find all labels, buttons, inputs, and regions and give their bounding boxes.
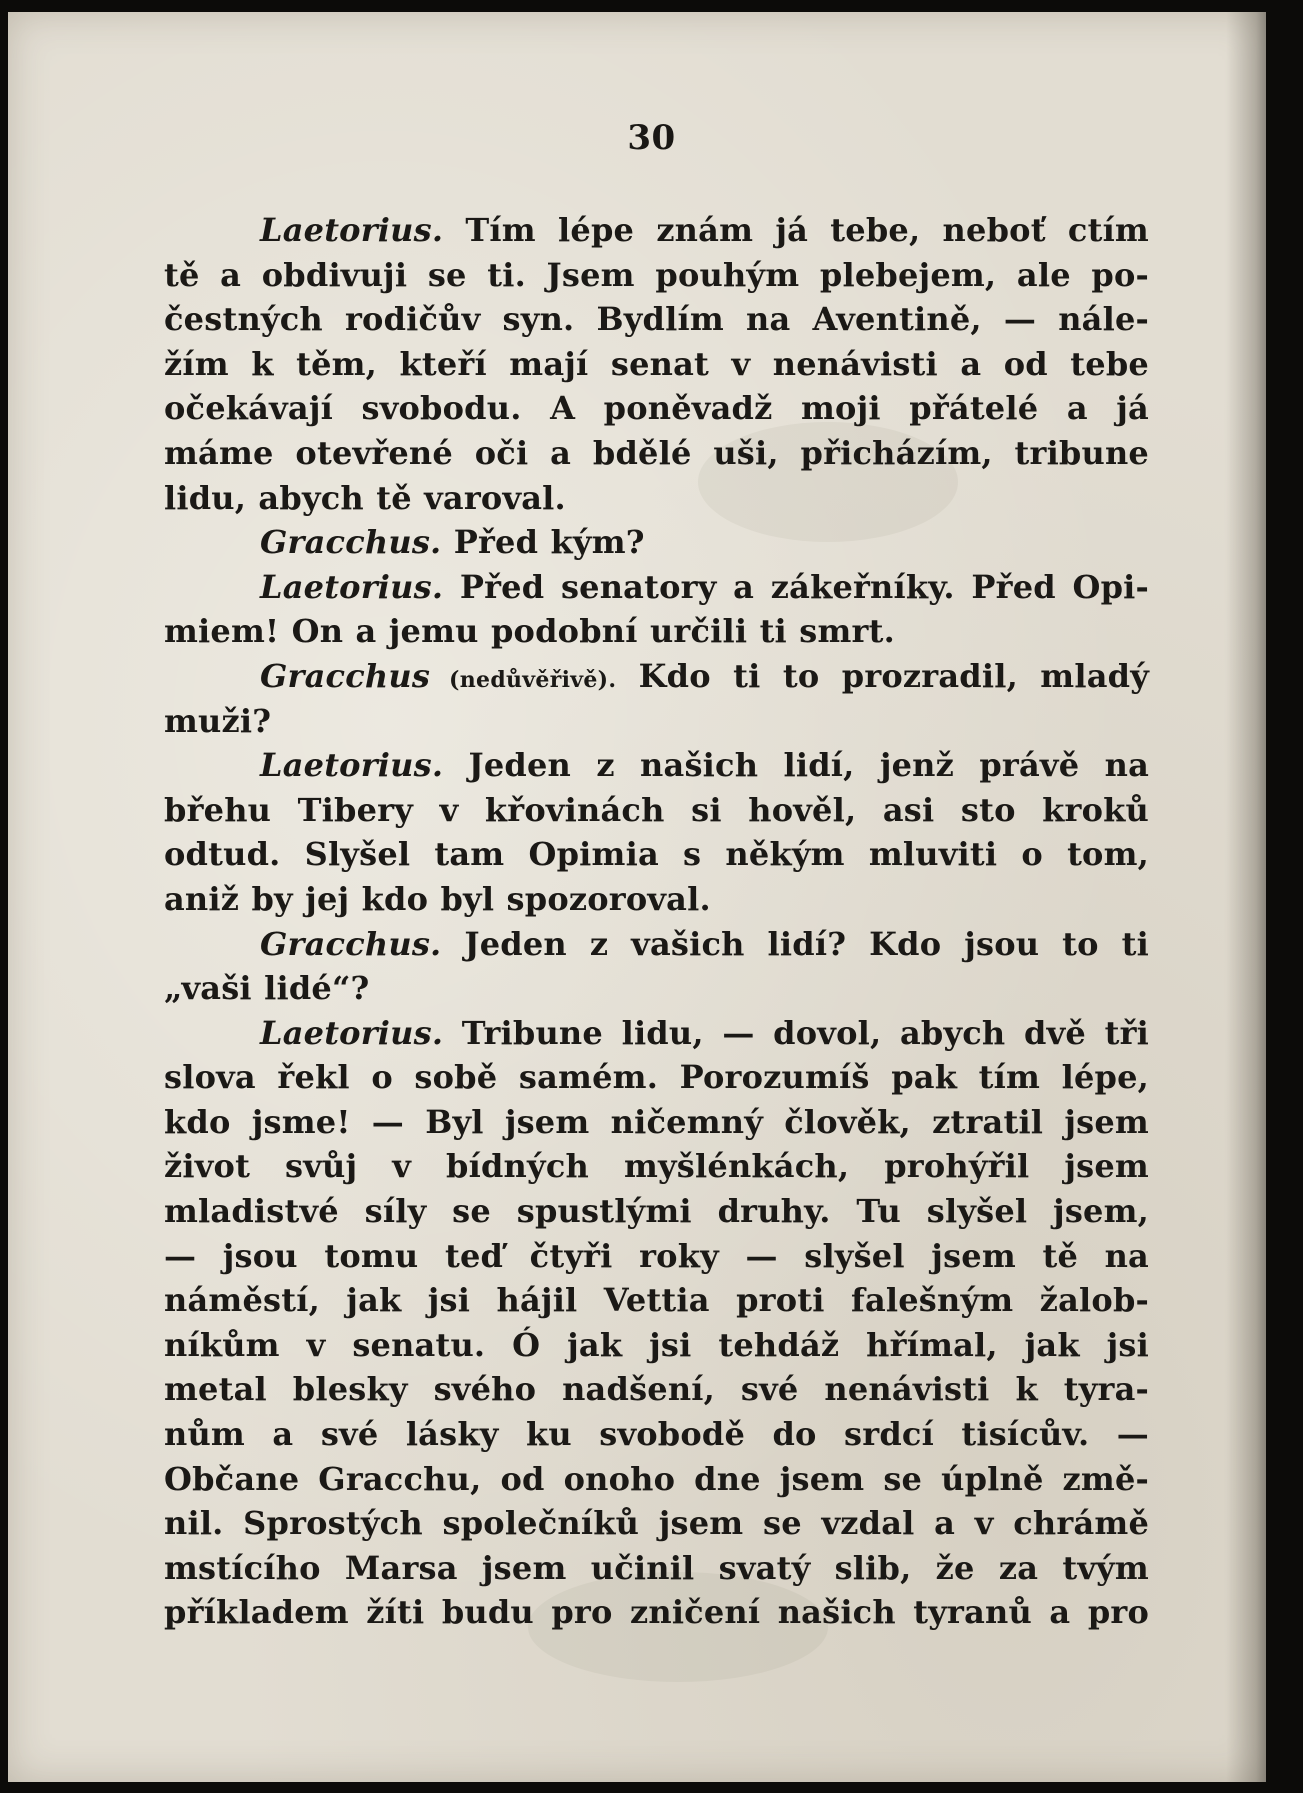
text-line bbox=[164, 431, 1149, 476]
line-text: žím k těm, kteří mají senat v nenávisti a od tebe bbox=[164, 344, 1149, 383]
text-line bbox=[164, 1278, 1149, 1323]
text-line bbox=[164, 1367, 1149, 1412]
text-line bbox=[164, 476, 1149, 521]
line-text: mstícího Marsa jsem učinil svatý slib, že za tvým bbox=[164, 1548, 1149, 1587]
text-line bbox=[164, 699, 1149, 744]
line-text: „vaši lidé“? bbox=[164, 969, 370, 1008]
line-text: náměstí, jak jsi hájil Vettia proti falešným žalob- bbox=[164, 1281, 1149, 1320]
text-line bbox=[164, 922, 1149, 967]
line-text: břehu Tibery v křovinách si hověl, asi sto kroků bbox=[164, 790, 1149, 829]
line-text: máme otevřené oči a bdělé uši, přicházím, tribune bbox=[164, 433, 1149, 472]
line-text: aniž by jej kdo byl spozoroval. bbox=[164, 879, 711, 918]
line-text: tě a obdivuji se ti. Jsem pouhým plebejem, ale po- bbox=[164, 255, 1149, 294]
text-line bbox=[164, 1189, 1149, 1234]
line-text: Tribune lidu, — dovol, abych dvě tři bbox=[443, 1013, 1149, 1052]
line-text: — jsou tomu teď čtyři roky — slyšel jsem tě na bbox=[164, 1236, 1149, 1275]
line-text: očekávají svobodu. A poněvadž moji přátelé a já bbox=[164, 389, 1149, 428]
speaker-name: Laetorius. bbox=[260, 567, 444, 606]
line-text: lidu, abych tě varoval. bbox=[164, 478, 566, 517]
text-line bbox=[164, 1011, 1149, 1056]
line-text: Kdo ti to prozradil, mladý bbox=[616, 656, 1150, 695]
line-text: Jeden z vašich lidí? Kdo jsou to ti bbox=[441, 924, 1149, 963]
text-line bbox=[164, 1055, 1149, 1100]
line-text: kdo jsme! — Byl jsem ničemný člověk, ztratil jsem bbox=[164, 1102, 1149, 1141]
text-line bbox=[164, 1144, 1149, 1189]
text-line bbox=[164, 1501, 1149, 1546]
speaker-name: Laetorius. bbox=[260, 746, 444, 785]
text-line bbox=[164, 743, 1149, 788]
text-line bbox=[164, 966, 1149, 1011]
text-line bbox=[164, 520, 1149, 565]
line-text: muži? bbox=[164, 701, 272, 740]
text-line bbox=[164, 386, 1149, 431]
line-text: miem! On a jemu podobní určili ti smrt. bbox=[164, 612, 895, 651]
text-line bbox=[164, 1100, 1149, 1145]
scan-border bbox=[1266, 0, 1303, 1793]
text-line bbox=[164, 253, 1149, 298]
text-line bbox=[164, 832, 1149, 877]
line-text: čestných rodičův syn. Bydlím na Aventině, — nále- bbox=[164, 300, 1149, 339]
line-text: Jeden z našich lidí, jenž právě na bbox=[443, 746, 1149, 785]
text-line bbox=[164, 1590, 1149, 1635]
text-line bbox=[164, 654, 1149, 699]
page-number: 30 bbox=[627, 118, 676, 158]
line-text: nil. Sprostých společníků jsem se vzdal a v chrámě bbox=[164, 1504, 1149, 1543]
line-text: Tím lépe znám já tebe, neboť ctím bbox=[443, 211, 1149, 249]
speaker-name: Gracchus bbox=[260, 656, 431, 695]
line-text: nům a své lásky ku svobodě do srdcí tisícův. — bbox=[164, 1415, 1149, 1454]
speaker-name: Gracchus. bbox=[260, 523, 442, 562]
text-line bbox=[164, 1457, 1149, 1502]
line-text: mladistvé síly se spustlými druhy. Tu slyšel jsem, bbox=[164, 1192, 1149, 1231]
text-line bbox=[164, 342, 1149, 387]
speaker-name: Laetorius. bbox=[260, 211, 444, 249]
stage-direction: (nedůvěřivě). bbox=[430, 666, 617, 693]
speaker-name: Laetorius. bbox=[260, 1013, 444, 1052]
line-text: Před kým? bbox=[441, 523, 645, 562]
line-text: slova řekl o sobě samém. Porozumíš pak tím lépe, bbox=[164, 1058, 1149, 1097]
line-text: níkům v senatu. Ó jak jsi tehdáž hřímal, jak jsi bbox=[164, 1325, 1149, 1364]
dialogue-text bbox=[164, 208, 1149, 1635]
text-line bbox=[164, 788, 1149, 833]
text-line bbox=[164, 565, 1149, 610]
text-line bbox=[164, 1323, 1149, 1368]
line-text: Před senatory a zákeřníky. Před Opi- bbox=[443, 567, 1149, 606]
text-line bbox=[164, 1234, 1149, 1279]
text-line bbox=[164, 1412, 1149, 1457]
text-line bbox=[164, 1546, 1149, 1591]
line-text: příkladem žíti budu pro zničení našich tyranů a pro bbox=[164, 1593, 1149, 1632]
text-line bbox=[164, 208, 1149, 253]
line-text: Občane Gracchu, od onoho dne jsem se úplně změ- bbox=[164, 1459, 1149, 1498]
line-text: metal blesky svého nadšení, své nenávisti k tyra- bbox=[164, 1370, 1149, 1409]
speaker-name: Gracchus. bbox=[260, 924, 442, 963]
line-text: odtud. Slyšel tam Opimia s někým mluviti o tom, bbox=[164, 835, 1149, 874]
text-line bbox=[164, 609, 1149, 654]
line-text: život svůj v bídných myšlénkách, prohýřil jsem bbox=[164, 1147, 1149, 1186]
text-line bbox=[164, 297, 1149, 342]
text-line bbox=[164, 877, 1149, 922]
